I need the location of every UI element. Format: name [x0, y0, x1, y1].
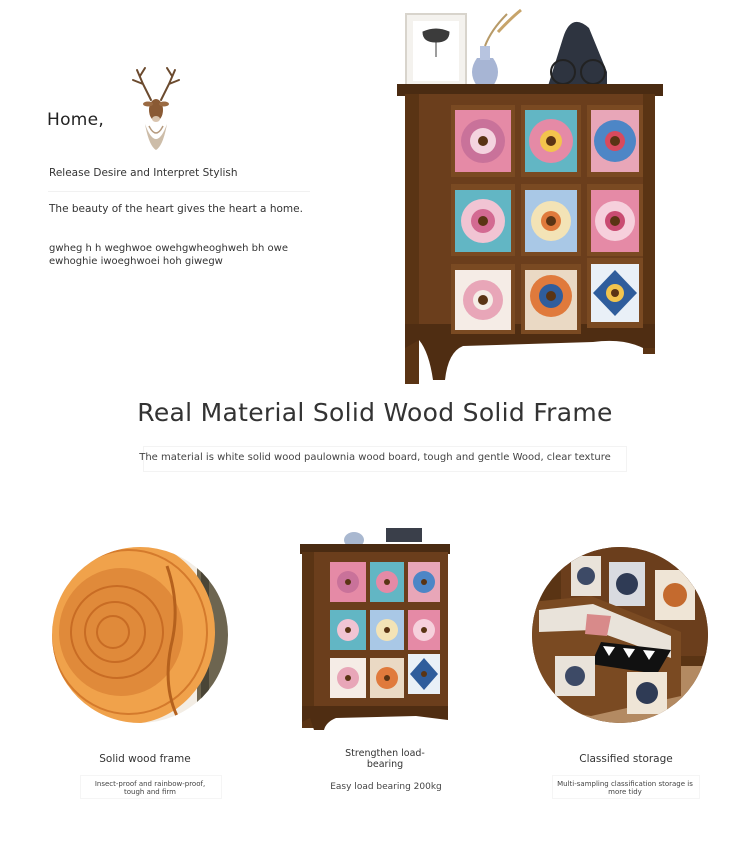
feature-desc-load-bearing: Easy load bearing 200kg	[330, 782, 442, 792]
feature-desc-storage: Multi-sampling classification storage is more tidy	[557, 780, 693, 796]
divider	[48, 191, 310, 192]
feature-title-solid-wood: Solid wood frame	[99, 753, 191, 765]
cabinet-load-image	[296, 526, 454, 732]
intro-line-3: gwheg h h weghwoe owehgwheoghweh bh owe ewhoghie iwoeghwoei hoh giwegw	[49, 243, 288, 267]
section-heading: Real Material Solid Wood Solid Frame	[137, 398, 613, 427]
drawer-storage-image	[531, 546, 709, 724]
feature-desc-solid-wood: Insect-proof and rainbow-proof, tough and firm	[94, 780, 206, 796]
intro-title: Home,	[47, 110, 105, 130]
deer-illustration	[123, 62, 189, 154]
section-subheading: The material is white solid wood paulownia wood board, tough and gentle Wood, clear texture	[139, 452, 611, 463]
cabinet-hero-image	[393, 2, 668, 387]
wood-log-image	[51, 546, 229, 724]
intro-line-2: The beauty of the heart gives the heart a home.	[49, 203, 303, 215]
feature-title-storage: Classified storage	[579, 753, 673, 765]
intro-line-1: Release Desire and Interpret Stylish	[49, 167, 238, 179]
feature-title-load-bearing: Strengthen load-bearing	[345, 748, 425, 770]
